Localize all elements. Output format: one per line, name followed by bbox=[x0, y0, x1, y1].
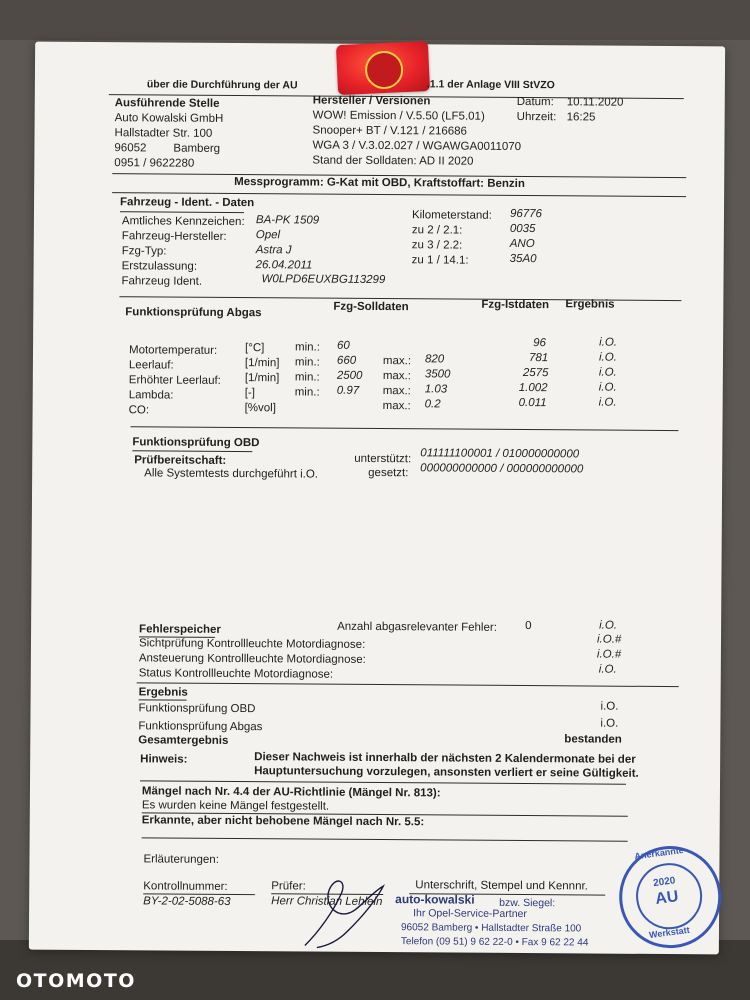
vehicle-value-first-registration: 26.04.2011 bbox=[255, 259, 313, 272]
exhaust-row-max-label: max.: bbox=[382, 370, 412, 383]
exhaust-row-min-label: min.: bbox=[295, 341, 321, 354]
exhaust-row-label: Lambda: bbox=[128, 389, 174, 402]
exhaust-row-max: 3500 bbox=[424, 368, 451, 381]
note-label: Hinweis: bbox=[140, 753, 188, 766]
control-number-label: Kontrollnummer: bbox=[143, 880, 228, 893]
time-value: 16:25 bbox=[566, 111, 596, 124]
exhaust-row-max: 820 bbox=[424, 353, 445, 366]
vehicle-label-manufacturer: Fahrzeug-Hersteller: bbox=[121, 230, 227, 243]
fault-count-result: i.O. bbox=[599, 619, 618, 632]
exhaust-row-max: 1.03 bbox=[424, 383, 448, 396]
document-title-suffix: .1.1 der Anlage VIII StVZO bbox=[426, 78, 555, 92]
divider bbox=[140, 780, 626, 784]
station-street: Hallstadter Str. 100 bbox=[114, 127, 213, 140]
signature-label: Unterschrift, Stempel und Kennnr. bbox=[415, 879, 588, 893]
fault-row-result: i.O. bbox=[598, 663, 617, 676]
seal-label: bzw. Siegel: bbox=[499, 896, 556, 910]
manufacturer-heading: Hersteller / Versionen bbox=[312, 94, 431, 108]
vehicle-value-code-2-2: ANO bbox=[509, 237, 535, 251]
exhaust-row-result: i.O. bbox=[598, 366, 617, 379]
exhaust-row-min: 2500 bbox=[336, 369, 363, 382]
vehicle-value-plate: BA-PK 1509 bbox=[255, 214, 320, 227]
result-obd-value: i.O. bbox=[600, 700, 619, 713]
obd-supported-label: unterstützt: bbox=[354, 452, 412, 466]
exhaust-row-label: Motortemperatur: bbox=[128, 344, 218, 357]
vehicle-value-vin: W0LPD6EUXBG113299 bbox=[261, 273, 386, 287]
exhaust-row-max-label: max.: bbox=[382, 385, 411, 398]
inspector-signature bbox=[299, 871, 390, 952]
result-heading: Ergebnis bbox=[138, 686, 188, 699]
exhaust-row-label: Leerlauf: bbox=[128, 359, 174, 372]
hologram-emblem-icon bbox=[364, 50, 404, 90]
vehicle-label-code-2-1: zu 2 / 2.1: bbox=[411, 224, 463, 237]
manufacturer-line-3: WGA 3 / V.3.02.027 / WGAWGA0011070 bbox=[312, 139, 522, 153]
au-certificate-document bbox=[29, 42, 725, 955]
exhaust-row-label: CO: bbox=[128, 404, 150, 417]
exhaust-row-result: i.O. bbox=[599, 336, 618, 349]
security-hologram-sticker bbox=[336, 41, 430, 95]
vehicle-value-type: Astra J bbox=[255, 244, 292, 257]
exhaust-row-min: 0.97 bbox=[336, 384, 360, 397]
obd-readiness-label: Prüfbereitschaft: bbox=[134, 454, 227, 467]
exhaust-row-label: Erhöhter Leerlauf: bbox=[128, 374, 221, 387]
workshop-stamp-name: auto-kowalski bbox=[395, 892, 475, 907]
known-defects-heading: Erkannte, aber nicht behobene Mängel nach Nr. 5.5: bbox=[141, 814, 425, 829]
result-overall-value: bestanden bbox=[564, 733, 622, 746]
fault-row-result: i.O.# bbox=[596, 633, 622, 646]
heading-underline bbox=[139, 699, 187, 700]
exhaust-row-actual: 781 bbox=[528, 352, 549, 365]
exhaust-row-result: i.O. bbox=[598, 381, 617, 394]
manufacturer-line-4: Stand der Solldaten: AD II 2020 bbox=[312, 154, 474, 168]
exhaust-row-result: i.O. bbox=[598, 396, 617, 409]
exhaust-row-actual: 96 bbox=[533, 337, 546, 350]
exhaust-row-unit: [1/min] bbox=[244, 357, 280, 370]
exhaust-row-min-label: min.: bbox=[294, 371, 320, 384]
date-label: Datum: bbox=[516, 95, 554, 109]
obd-supported-value: 011111100001 / 010000000000 bbox=[420, 447, 580, 461]
stamp-code: AU bbox=[654, 888, 680, 908]
vehicle-label-type: Fzg-Typ: bbox=[121, 245, 167, 258]
stamp-year: 2020 bbox=[652, 875, 677, 890]
exhaust-row-unit: [-] bbox=[244, 387, 256, 400]
result-exhaust-value: i.O. bbox=[600, 717, 619, 730]
workshop-stamp-address: 96052 Bamberg • Hallstadter Straße 100 bbox=[400, 922, 582, 935]
fault-row-label: Status Kontrollleuchte Motordiagnose: bbox=[138, 667, 334, 681]
stamp-top-text: Anerkannte bbox=[633, 844, 685, 862]
vehicle-label-code-2-2: zu 3 / 2.2: bbox=[411, 239, 463, 252]
fault-heading: Fehlerspeicher bbox=[139, 623, 221, 636]
vehicle-value-code-2-1: 0035 bbox=[509, 222, 536, 236]
manufacturer-line-2: Snooper+ BT / V.121 / 216686 bbox=[312, 124, 468, 138]
exhaust-row-max-label: max.: bbox=[382, 355, 412, 368]
note-line-1: Dieser Nachweis ist innerhalb der nächsten 2 Kalendermonate bei der bbox=[254, 751, 636, 766]
vehicle-heading: Fahrzeug - Ident. - Daten bbox=[120, 196, 255, 210]
exhaust-row-min: 660 bbox=[336, 354, 357, 367]
exhaust-row-actual: 1.002 bbox=[518, 381, 548, 395]
vehicle-label-vin: Fahrzeug Ident. bbox=[121, 275, 203, 288]
manufacturer-line-1: WOW! Emission / V.5.50 (LF5.01) bbox=[312, 109, 485, 123]
workshop-stamp-partner: Ihr Opel-Service-Partner bbox=[413, 907, 527, 921]
defects-text: Es wurden keine Mängel festgestellt. bbox=[141, 799, 330, 813]
vehicle-label-mileage: Kilometerstand: bbox=[411, 209, 492, 222]
background-top bbox=[0, 0, 750, 40]
exhaust-row-unit: [%vol] bbox=[244, 402, 276, 415]
obd-set-label: gesetzt: bbox=[368, 466, 409, 480]
exhaust-row-unit: [°C] bbox=[245, 342, 265, 355]
exhaust-row-actual: 2575 bbox=[522, 367, 549, 380]
vehicle-label-first-registration: Erstzulassung: bbox=[121, 260, 198, 273]
vehicle-label-code-14-1: zu 1 / 14.1: bbox=[411, 254, 469, 267]
station-phone: 0951 / 9622280 bbox=[114, 157, 195, 170]
note-line-2: Hauptuntersuchung vorzulegen, ansonsten verliert er seine Gültigkeit. bbox=[254, 765, 639, 780]
workshop-stamp-phone: Telefon (09 51) 9 62 22-0 • Fax 9 62 22 44 bbox=[400, 936, 589, 949]
result-exhaust-label: Funktionsprüfung Abgas bbox=[138, 720, 263, 734]
program-line: Messprogramm: G-Kat mit OBD, Kraftstoffart: Benzin bbox=[234, 175, 525, 191]
heading-underline bbox=[132, 450, 252, 452]
station-heading: Ausführende Stelle bbox=[114, 97, 220, 110]
control-number-value: BY-2-02-5088-63 bbox=[143, 895, 231, 908]
explanation-label: Erläuterungen: bbox=[143, 853, 219, 866]
exhaust-row-min-label: min.: bbox=[294, 356, 320, 369]
obd-set-value: 000000000000 / 000000000000 bbox=[420, 462, 584, 476]
exhaust-row-max-label: max.: bbox=[382, 400, 411, 413]
vehicle-value-manufacturer: Opel bbox=[255, 229, 281, 242]
vehicle-value-code-14-1: 35A0 bbox=[509, 252, 537, 266]
exhaust-col-result: Ergebnis bbox=[565, 298, 615, 311]
certified-workshop-stamp bbox=[613, 840, 728, 955]
exhaust-row-min: 60 bbox=[337, 339, 350, 352]
result-overall-label: Gesamtergebnis bbox=[138, 734, 229, 747]
exhaust-heading: Funktionsprüfung Abgas bbox=[125, 306, 262, 320]
station-city: Bamberg bbox=[173, 142, 221, 155]
inspector-label: Prüfer: bbox=[271, 880, 306, 893]
otomoto-watermark-logo: OTOMOTO bbox=[16, 970, 136, 992]
divider bbox=[130, 426, 678, 431]
fault-row-label: Sichtprüfung Kontrollleuchte Motordiagnose: bbox=[138, 637, 366, 651]
exhaust-row-min-label: min.: bbox=[294, 386, 320, 399]
document-title: über die Durchführung der AU bbox=[146, 78, 298, 92]
result-obd-label: Funktionsprüfung OBD bbox=[138, 702, 256, 716]
divider bbox=[142, 837, 628, 841]
exhaust-col-ist: Fzg-Istdaten bbox=[481, 298, 550, 312]
fault-count-value: 0 bbox=[525, 620, 532, 633]
fault-row-label: Ansteuerung Kontrollleuchte Motordiagnose: bbox=[138, 652, 366, 666]
exhaust-col-soll: Fzg-Solldaten bbox=[333, 300, 409, 314]
time-label: Uhrzeit: bbox=[516, 110, 557, 124]
obd-heading: Funktionsprüfung OBD bbox=[132, 436, 260, 450]
vehicle-value-mileage: 96776 bbox=[509, 207, 543, 221]
obd-tests-line: Alle Systemtests durchgeführt i.O. bbox=[144, 467, 319, 481]
exhaust-row-max: 0.2 bbox=[424, 398, 441, 411]
station-zip: 96052 bbox=[114, 142, 147, 155]
exhaust-row-actual: 0.011 bbox=[518, 396, 547, 410]
fault-count-label: Anzahl abgasrelevanter Fehler: bbox=[337, 620, 497, 634]
vehicle-label-plate: Amtliches Kennzeichen: bbox=[121, 215, 245, 229]
heading-underline bbox=[120, 211, 244, 213]
exhaust-row-unit: [1/min] bbox=[244, 372, 280, 385]
station-name: Auto Kowalski GmbH bbox=[114, 112, 224, 125]
date-value: 10.11.2020 bbox=[566, 96, 624, 109]
inspector-value: Herr Christian Lehlein bbox=[271, 895, 383, 909]
fault-row-result: i.O.# bbox=[596, 648, 622, 661]
defects-heading: Mängel nach Nr. 4.4 der AU-Richtlinie (Mängel Nr. 813): bbox=[141, 785, 441, 800]
divider bbox=[137, 682, 679, 687]
stamp-bottom-text: Werkstatt bbox=[648, 924, 691, 941]
exhaust-row-result: i.O. bbox=[598, 351, 617, 364]
